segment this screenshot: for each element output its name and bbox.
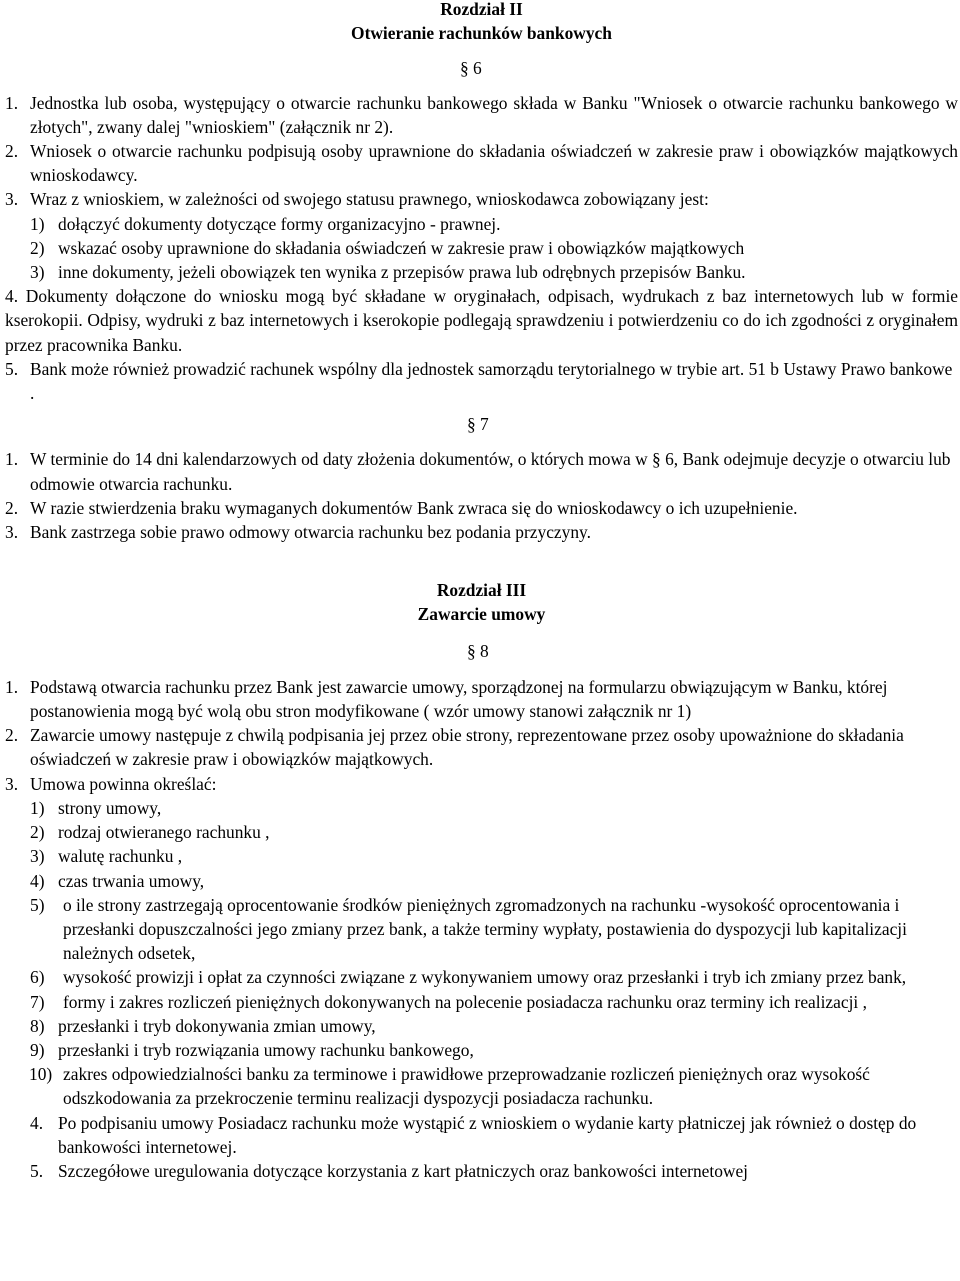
item-text: Wniosek o otwarcie rachunku podpisują osoby uprawnione do składania oświadczeń w zakresie praw i obowiązków majątkowych wnioskodawcy. <box>30 141 958 186</box>
sub-item-number: 3) <box>30 846 45 867</box>
s8-sub-item-10 <box>5 1062 958 1110</box>
s8-item-3 <box>5 772 958 796</box>
sub-item-text: wskazać osoby uprawnione do składania oświadczeń w zakresie praw i obowiązków majątkowych <box>58 237 745 258</box>
s8-sub-item-3 <box>5 844 958 868</box>
item-text: Podstawą otwarcia rachunku przez Bank jest zawarcie umowy, sporządzonej na formularzu obwiązującym w Banku, której postanowienia mogą być wolą obu stron modyfikowane ( wzór umowy stanowi załącznik nr 1) <box>30 676 888 722</box>
item-number: 3. <box>5 522 19 543</box>
s8-sub-item-4 <box>5 869 958 893</box>
item-number: 1. <box>5 676 19 697</box>
item-text: Szczegółowe uregulowania dotyczące korzystania z kart płatniczych oraz bankowości internetowej <box>58 1160 749 1181</box>
s6-sub-item-2 <box>5 236 958 260</box>
item-number: 3. <box>5 773 19 794</box>
sub-item-number: 10) <box>29 1064 53 1085</box>
item-text: Umowa powinna określać: <box>30 773 217 794</box>
sub-item-text: zakres odpowiedzialności banku za terminowe i prawidłowe przeprowadzanie rozliczeń pieniężnych oraz wysokość odszkodowania za przekroczenie terminu realizacji dyspozycji posiadacza rachunku. <box>63 1064 870 1109</box>
item-number: 1. <box>5 92 19 113</box>
s6-item-2 <box>5 139 958 187</box>
s8-sub-item-6 <box>5 965 958 989</box>
sub-item-number: 1) <box>30 213 45 234</box>
s6-sub-item-3 <box>5 260 958 284</box>
sub-item-number: 9) <box>30 1039 45 1060</box>
sub-item-number: 2) <box>30 822 45 843</box>
s6-sub-item-1 <box>5 212 958 236</box>
s8-item-1 <box>5 675 958 723</box>
s8-sub-item-2 <box>5 820 958 844</box>
section-6-label: § 6 <box>460 58 482 79</box>
s8-sub-item-7 <box>5 990 958 1014</box>
section-7-label: § 7 <box>467 414 489 435</box>
item-number: 2. <box>5 497 19 518</box>
sub-item-number: 8) <box>30 1015 45 1036</box>
sub-item-number: 5) <box>30 894 45 915</box>
s7-item-2 <box>5 496 958 520</box>
chapter-2-title: Rozdział II <box>440 0 523 19</box>
s7-item-3 <box>5 520 958 544</box>
section-8-label: § 8 <box>467 640 489 661</box>
sub-item-number: 1) <box>30 797 45 818</box>
item-text: Jednostka lub osoba, występujący o otwarcie rachunku bankowego składa w Banku "Wniosek o otwarcie rachunku bankowego w złotych", zwany dalej "wnioskiem" (załącznik nr 2). <box>30 92 958 137</box>
item-text: Dokumenty dołączone do wniosku mogą być składane w oryginałach, odpisach, wydrukach z baz internetowych lub w formie kserokopii. Odpisy, wydruki z baz internetowych i kserokopie podlegają sprawdzeniu i potwierdzeniu co do ich zgodności z oryginałem przez pracownika Banku. <box>5 286 958 355</box>
item-text: Wraz z wnioskiem, w zależności od swojego statusu prawnego, wnioskodawca zobowiązany jest: <box>30 189 709 210</box>
s8-sub-item-5 <box>5 893 958 966</box>
item-number: 4. <box>5 286 19 307</box>
item-text: Po podpisaniu umowy Posiadacz rachunku może wystąpić z wnioskiem o wydanie karty płatniczej jak również o dostęp do bankowości internetowej. <box>58 1112 917 1157</box>
s6-item-5 <box>5 357 958 405</box>
chapter-3-title: Rozdział III <box>436 580 527 601</box>
item-number: 5. <box>5 358 19 379</box>
sub-item-text: przesłanki i tryb rozwiązania umowy rachunku bankowego, <box>58 1039 474 1060</box>
item-number: 1. <box>5 449 19 470</box>
s6-item-1 <box>5 91 958 139</box>
sub-item-text: przesłanki i tryb dokonywania zmian umowy, <box>58 1015 376 1036</box>
sub-item-text: wysokość prowizji i opłat za czynności związane z wykonywaniem umowy oraz przesłanki i tryb ich zmiany przez bank, <box>63 967 907 988</box>
item-number: 2. <box>5 141 19 162</box>
s8-sub-item-8 <box>5 1014 958 1038</box>
s6-item-3 <box>5 187 958 211</box>
s8-item-2 <box>5 723 958 771</box>
s7-item-1 <box>5 447 958 495</box>
chapter-3-subtitle: Zawarcie umowy <box>417 604 546 625</box>
sub-item-text: formy i zakres rozliczeń pieniężnych dokonywanych na polecenie posiadacza rachunku oraz terminy ich realizacji , <box>63 991 867 1012</box>
sub-item-number: 4) <box>30 870 45 891</box>
sub-item-text: o ile strony zastrzegają oprocentowanie środków pieniężnych zgromadzonych na rachunku -wysokość oprocentowania i przesłanki dopuszczalności jego zmiany przez bank, a także terminy wypłaty, postawienia do dyspozycji lub kapitalizacji należnych odsetek, <box>63 894 907 964</box>
sub-item-number: 3) <box>30 262 45 283</box>
s8-sub-item-9 <box>5 1038 958 1062</box>
item-number: 3. <box>5 189 19 210</box>
s6-item-4 <box>5 284 958 357</box>
sub-item-text: walutę rachunku , <box>58 846 183 867</box>
item-number: 4. <box>30 1112 44 1133</box>
s8-sub-item-1 <box>5 796 958 820</box>
chapter-2-subtitle: Otwieranie rachunków bankowych <box>351 23 612 44</box>
sub-item-text: inne dokumenty, jeżeli obowiązek ten wynika z przepisów prawa lub odrębnych przepisów Banku. <box>58 262 746 283</box>
sub-item-text: rodzaj otwieranego rachunku , <box>58 822 270 843</box>
sub-item-number: 7) <box>30 991 45 1012</box>
item-text: Bank zastrzega sobie prawo odmowy otwarcia rachunku bez podania przyczyny. <box>30 522 591 543</box>
sub-item-text: strony umowy, <box>58 797 162 818</box>
item-number: 2. <box>5 725 19 746</box>
sub-item-text: dołączyć dokumenty dotyczące formy organizacyjno - prawnej. <box>58 213 501 234</box>
item-text: W razie stwierdzenia braku wymaganych dokumentów Bank zwraca się do wnioskodawcy o ich uzupełnienie. <box>30 497 798 518</box>
sub-item-number: 2) <box>30 237 45 258</box>
sub-item-text: czas trwania umowy, <box>58 870 205 891</box>
item-text: Bank może również prowadzić rachunek wspólny dla jednostek samorządu terytorialnego w trybie art. 51 b Ustawy Prawo bankowe . <box>30 358 953 404</box>
item-text: Zawarcie umowy następuje z chwilą podpisania jej przez obie strony, reprezentowane przez osoby upoważnione do składania oświadczeń w zakresie praw i obowiązków majątkowych. <box>30 725 904 770</box>
s8-item-4 <box>5 1111 958 1159</box>
s8-item-5 <box>5 1159 958 1183</box>
item-number: 5. <box>30 1160 44 1181</box>
item-text: W terminie do 14 dni kalendarzowych od daty złożenia dokumentów, o których mowa w § 6, Bank odejmuje decyzje o otwarciu lub odmowie otwarcia rachunku. <box>30 449 951 494</box>
sub-item-number: 6) <box>30 967 45 988</box>
